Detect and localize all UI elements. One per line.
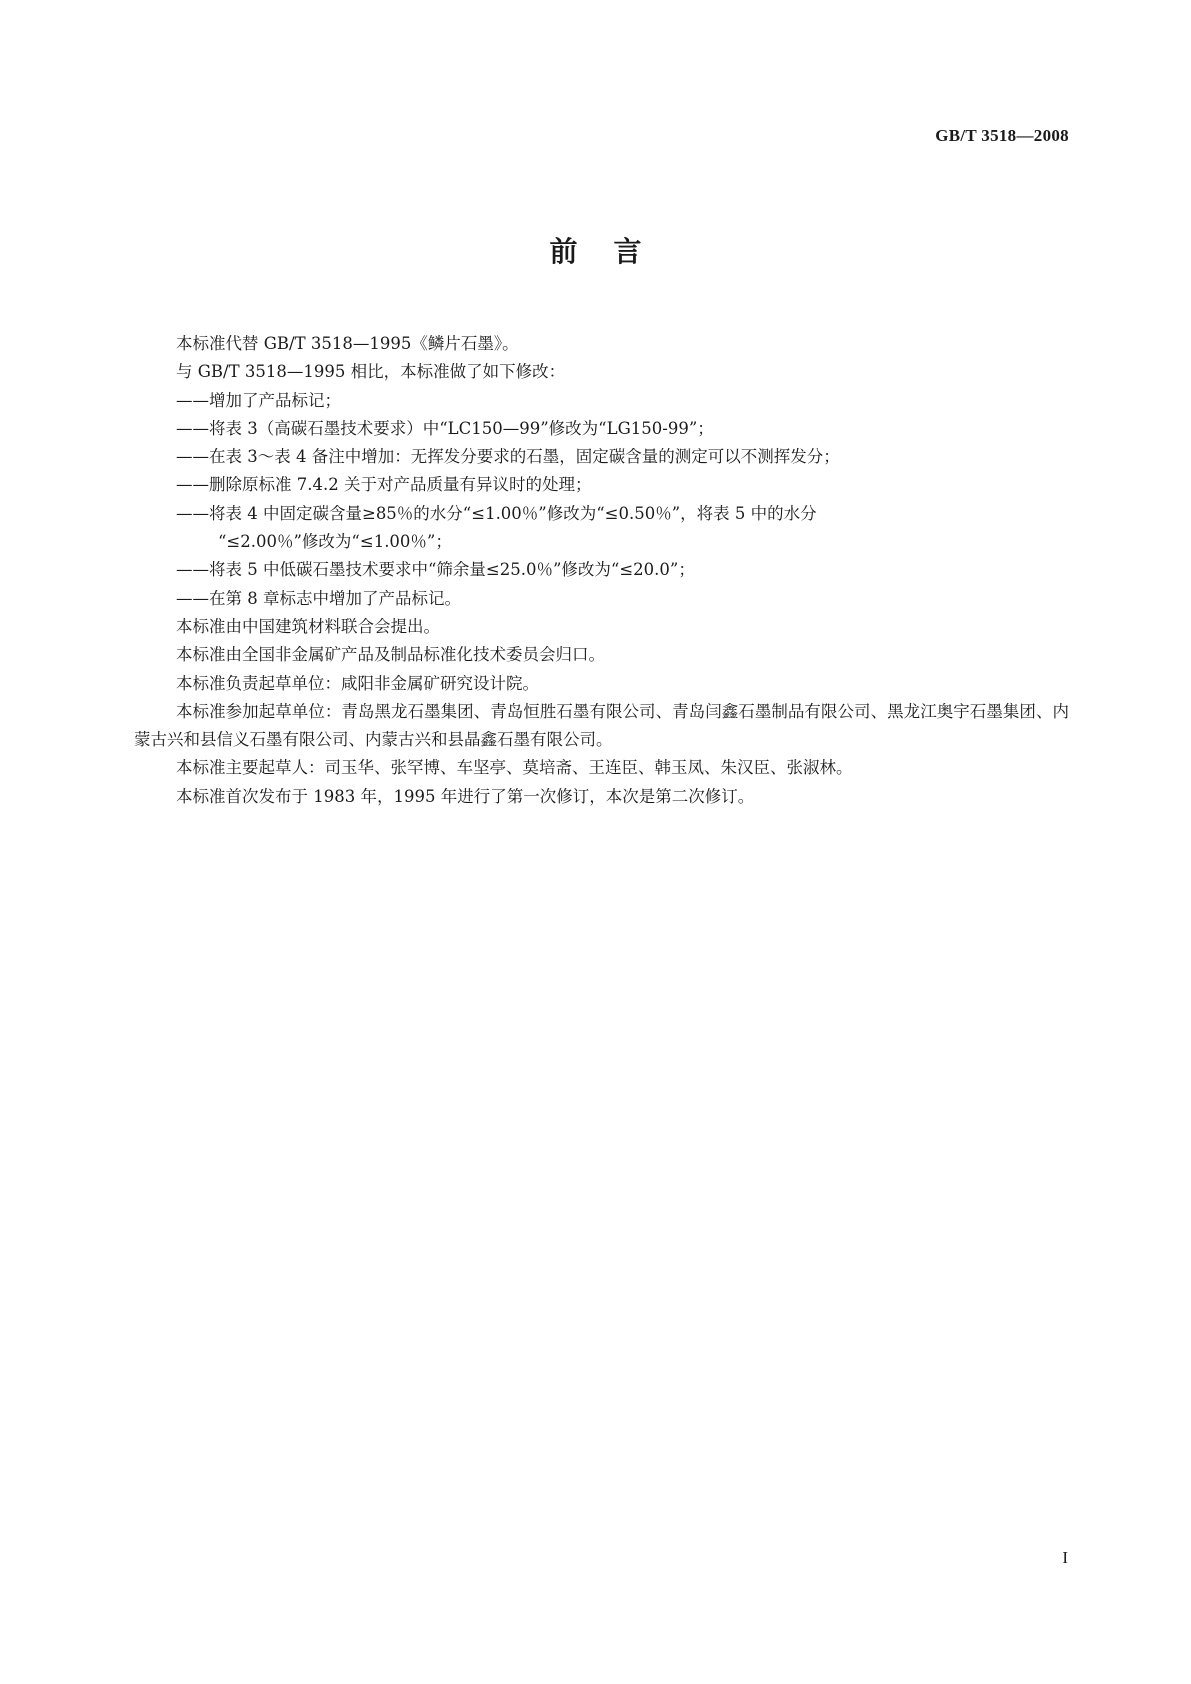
change-item: ——删除原标准 7.4.2 关于对产品质量有异议时的处理； xyxy=(176,475,592,495)
paragraph-drafters: 本标准主要起草人：司玉华、张罕博、车坚亭、莫培斋、王连臣、韩玉凤、朱汉臣、张淑林。 xyxy=(176,758,853,778)
paragraph-participating-units: 本标准参加起草单位：青岛黑龙石墨集团、青岛恒胜石墨有限公司、青岛闫鑫石墨制品有限公司、黑龙江奥宇石墨集团、内蒙古兴和县信义石墨有限公司、内蒙古兴和县晶鑫石墨有限公司。 xyxy=(134,701,1069,750)
paragraph-changes-intro: 与 GB/T 3518—1995 相比，本标准做了如下修改： xyxy=(176,362,566,382)
change-item: ——增加了产品标记； xyxy=(176,390,341,410)
change-item: ——在表 3～表 4 备注中增加：无挥发分要求的石墨，固定碳含量的测定可以不测挥发分； xyxy=(176,447,840,467)
page-title: 前言 xyxy=(549,235,678,268)
change-item-multiline xyxy=(134,500,1069,557)
change-item: ——在第 8 章标志中增加了产品标记。 xyxy=(176,588,461,608)
change-item: ——将表 5 中低碳石墨技术要求中“筛余量≤25.0％”修改为“≤20.0”； xyxy=(176,560,695,580)
page-number: I xyxy=(1062,1548,1068,1567)
paragraph-administered-by: 本标准由全国非金属矿产品及制品标准化技术委员会归口。 xyxy=(176,645,605,665)
paragraph-drafting-unit: 本标准负责起草单位：咸阳非金属矿研究设计院。 xyxy=(176,673,539,693)
paragraph-replaces: 本标准代替 GB/T 3518—1995《鳞片石墨》。 xyxy=(176,334,519,353)
paragraph-history: 本标准首次发布于 1983 年，1995 年进行了第一次修订，本次是第二次修订。 xyxy=(176,786,755,806)
paragraph-proposed-by: 本标准由中国建筑材料联合会提出。 xyxy=(176,616,440,636)
change-item-line1: ——将表 4 中固定碳含量≥85％的水分“≤1.00％”修改为“≤0.50％”，将表 5 中的水分 xyxy=(176,503,817,523)
change-item: ——将表 3（高碳石墨技术要求）中“LC150—99”修改为“LG150-99”； xyxy=(176,418,714,438)
standard-number: GB/T 3518—2008 xyxy=(935,126,1069,145)
foreword-body xyxy=(134,330,1069,811)
change-item-line2: “≤2.00％”修改为“≤1.00％”； xyxy=(218,532,452,552)
